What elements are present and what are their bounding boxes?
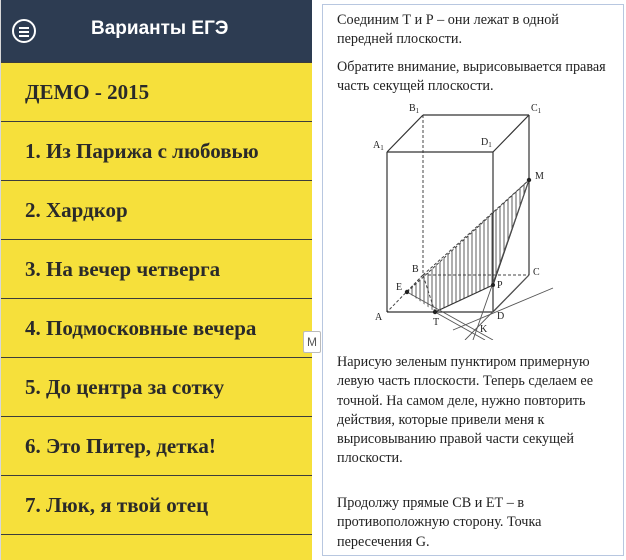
menu-item-variant-6[interactable]: 6. Это Питер, детка! xyxy=(1,417,312,476)
label-a: A xyxy=(375,312,383,323)
label-p: P xyxy=(497,280,503,291)
label-m: M xyxy=(535,171,544,182)
point-e xyxy=(405,290,409,294)
menu-item-variant-4[interactable]: 4. Подмосковные вечера xyxy=(1,299,312,358)
label-c: C xyxy=(533,267,540,278)
paragraph-3: Нарисую зеленым пунктиром примерную левую часть плоскости. Теперь сделаем ее точной. На самом деле, нужно повторить действия, которые привели меня к вырисовыванию правой части секущей плоскости. xyxy=(337,354,594,467)
cube-section-figure xyxy=(323,100,624,340)
label-d1: $D_1$ xyxy=(481,137,492,149)
app-bar xyxy=(1,0,312,62)
paragraph-1: Соединим Т и Р – они лежат в одной передней плоскости. xyxy=(337,12,559,48)
label-a1: $A_1$ xyxy=(373,140,384,152)
solution-document xyxy=(322,4,624,556)
menu-item-variant-7[interactable]: 7. Люк, я твой отец xyxy=(1,476,312,535)
label-d: D xyxy=(497,311,505,322)
label-b1: $B_1$ xyxy=(409,103,420,115)
menu-item-variant-3[interactable]: 3. На вечер четверга xyxy=(1,240,312,299)
label-e: E xyxy=(396,282,403,293)
label-k: K xyxy=(480,324,488,335)
section-shading xyxy=(407,180,529,312)
label-t: T xyxy=(433,317,440,328)
menu-item-variant-5[interactable]: 5. До центра за сотку xyxy=(1,358,312,417)
edge-tab[interactable]: M xyxy=(303,331,321,353)
app-title: Варианты ЕГЭ xyxy=(91,18,229,39)
menu-item-variant-1[interactable]: 1. Из Парижа с любовью xyxy=(1,122,312,181)
paragraph-4: Продолжу прямые СВ и ЕТ – в противоположную сторону. Точка пересечения G. xyxy=(337,495,542,550)
point-m xyxy=(527,178,531,182)
point-t xyxy=(433,310,437,314)
menu-icon[interactable] xyxy=(12,19,36,43)
label-b: B xyxy=(412,264,419,275)
menu-item-variant-2[interactable]: 2. Хардкор xyxy=(1,181,312,240)
variants-menu xyxy=(1,62,312,535)
app-screen xyxy=(0,0,312,560)
point-p xyxy=(491,283,495,287)
paragraph-2: Обратите внимание, вырисовывается правая часть секущей плоскости. xyxy=(337,59,606,95)
menu-item-demo-2015[interactable]: ДЕМО - 2015 xyxy=(1,62,312,122)
label-c1: $C_1$ xyxy=(531,103,542,115)
